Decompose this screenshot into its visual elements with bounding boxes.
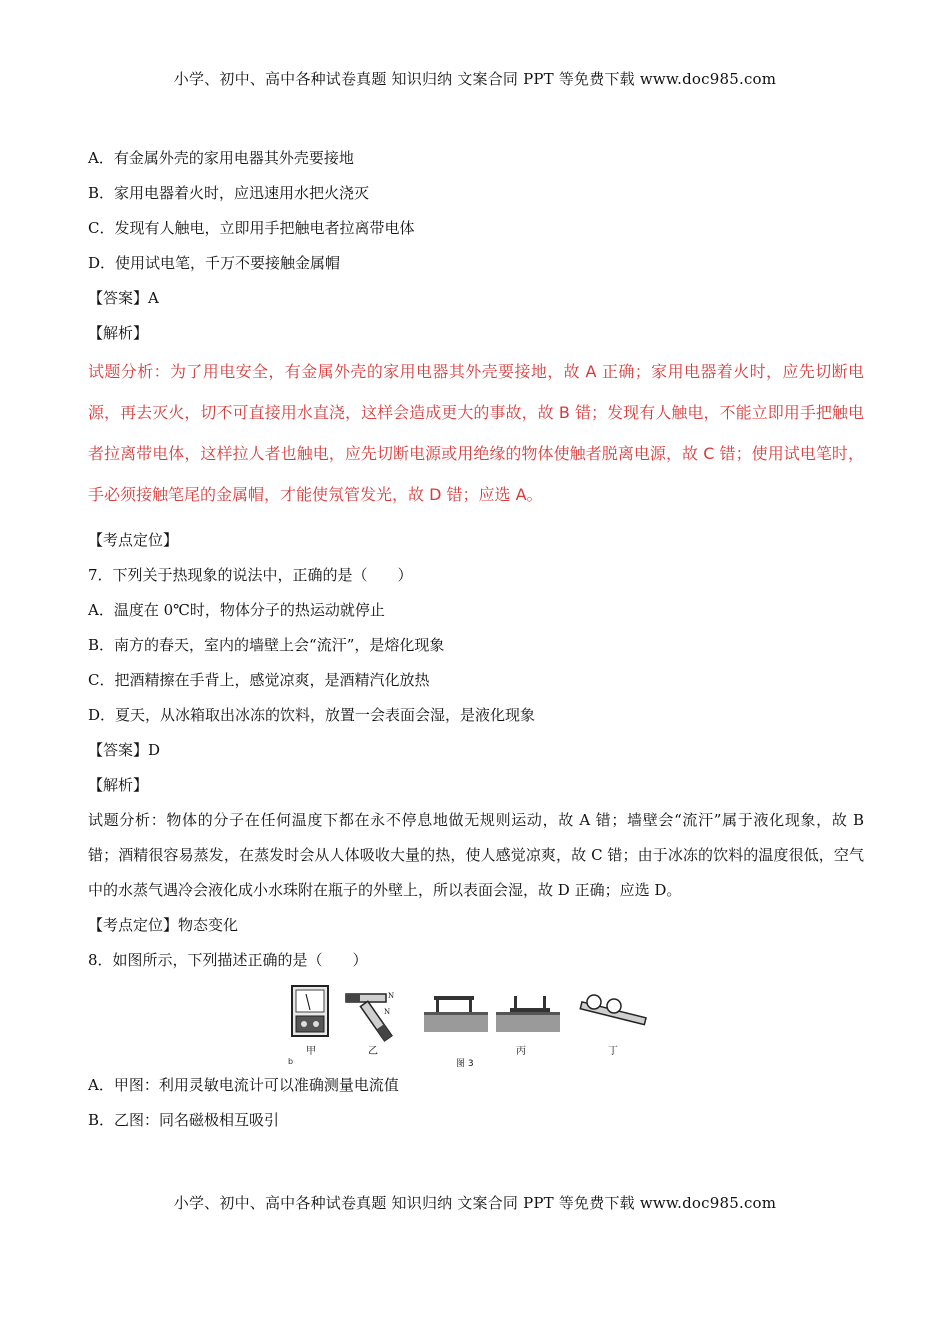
page-header: 小学、初中、高中各种试卷真题 知识归纳 文案合同 PPT 等免费下载 www.doc985.com	[173, 70, 777, 88]
galvanometer-drawing	[292, 986, 328, 1036]
q6-answer: 【答案】A	[88, 289, 159, 307]
q6-option-d: D．使用试电笔，千万不要接触金属帽	[88, 254, 341, 272]
q8-figure	[88, 980, 864, 1068]
figure-label-yi: 乙	[368, 1046, 378, 1057]
document-body	[88, 141, 864, 1138]
q6-option-b: B．家用电器着火时，应迅速用水把火浇灭	[88, 184, 370, 202]
magnet-pole-label: N	[388, 992, 395, 1000]
table-on-ground-drawing	[424, 996, 488, 1032]
magnet-pole-label: N	[384, 1008, 391, 1016]
figure-caption: 图 3	[456, 1059, 474, 1068]
figure-3-illustration	[284, 980, 664, 1068]
figure-label-bing: 丙	[516, 1046, 526, 1057]
q6-option-a: A．有金属外壳的家用电器其外壳要接地	[88, 149, 354, 167]
q6-analysis-label: 【解析】	[88, 324, 149, 342]
figure-label-ding: 丁	[608, 1046, 618, 1057]
balls-on-board-drawing	[580, 995, 646, 1025]
page-footer: 小学、初中、高中各种试卷真题 知识归纳 文案合同 PPT 等免费下载 www.doc985.com	[173, 1194, 777, 1212]
table-inverted-drawing	[496, 996, 560, 1032]
q8-stem: 8．如图所示，下列描述正确的是（ ）	[88, 951, 368, 969]
q7-option-c: C．把酒精擦在手背上，感觉凉爽，是酒精汽化放热	[88, 671, 430, 689]
figure-small-mark: b	[288, 1057, 294, 1066]
q7-option-b: B．南方的春天，室内的墙壁上会“流汗”，是熔化现象	[88, 636, 445, 654]
q7-answer: 【答案】D	[88, 741, 161, 759]
q6-option-c: C．发现有人触电，立即用手把触电者拉离带电体	[88, 219, 415, 237]
figure-label-jia: 甲	[306, 1046, 316, 1057]
q8-option-b: B．乙图：同名磁极相互吸引	[88, 1111, 280, 1129]
q7-option-d: D．夏天，从冰箱取出冰冻的饮料，放置一会表面会湿，是液化现象	[88, 706, 536, 724]
q7-option-a: A．温度在 0℃时，物体分子的热运动就停止	[88, 601, 385, 619]
q7-stem: 7．下列关于热现象的说法中，正确的是（ ）	[88, 566, 413, 584]
magnets-drawing	[346, 992, 394, 1041]
q8-option-a: A．甲图：利用灵敏电流计可以准确测量电流值	[88, 1076, 399, 1094]
q7-topic: 【考点定位】物态变化	[88, 916, 239, 934]
q6-analysis: 试题分析：为了用电安全，有金属外壳的家用电器其外壳要接地，故 A 正确；家用电器着火时，应先切断电源，再去灭火，切不可直接用水直浇，这样会造成更大的事故，故 B 错；发现有人触电，不能立即用手把触电者拉离带电体，这样拉人者也触电，应先切断电源或用绝缘的物体使触者脱离电源，故 C 错；使用试电笔时，手必须接触笔尾的金属帽，才能使氖管发光，故 D 错；应选 A。	[88, 362, 864, 504]
q7-analysis-label: 【解析】	[88, 776, 149, 794]
q6-topic: 【考点定位】	[88, 531, 179, 549]
q7-analysis: 试题分析：物体的分子在任何温度下都在永不停息地做无规则运动，故 A 错；墙壁会“流汗”属于液化现象，故 B 错；酒精很容易蒸发，在蒸发时会从人体吸收大量的热，使人感觉凉爽，故 C 错；由于冰冻的饮料的温度很低，空气中的水蒸气遇冷会液化成小水珠附在瓶子的外壁上，所以表面会湿，故 D 正确；应选 D。	[88, 811, 864, 899]
